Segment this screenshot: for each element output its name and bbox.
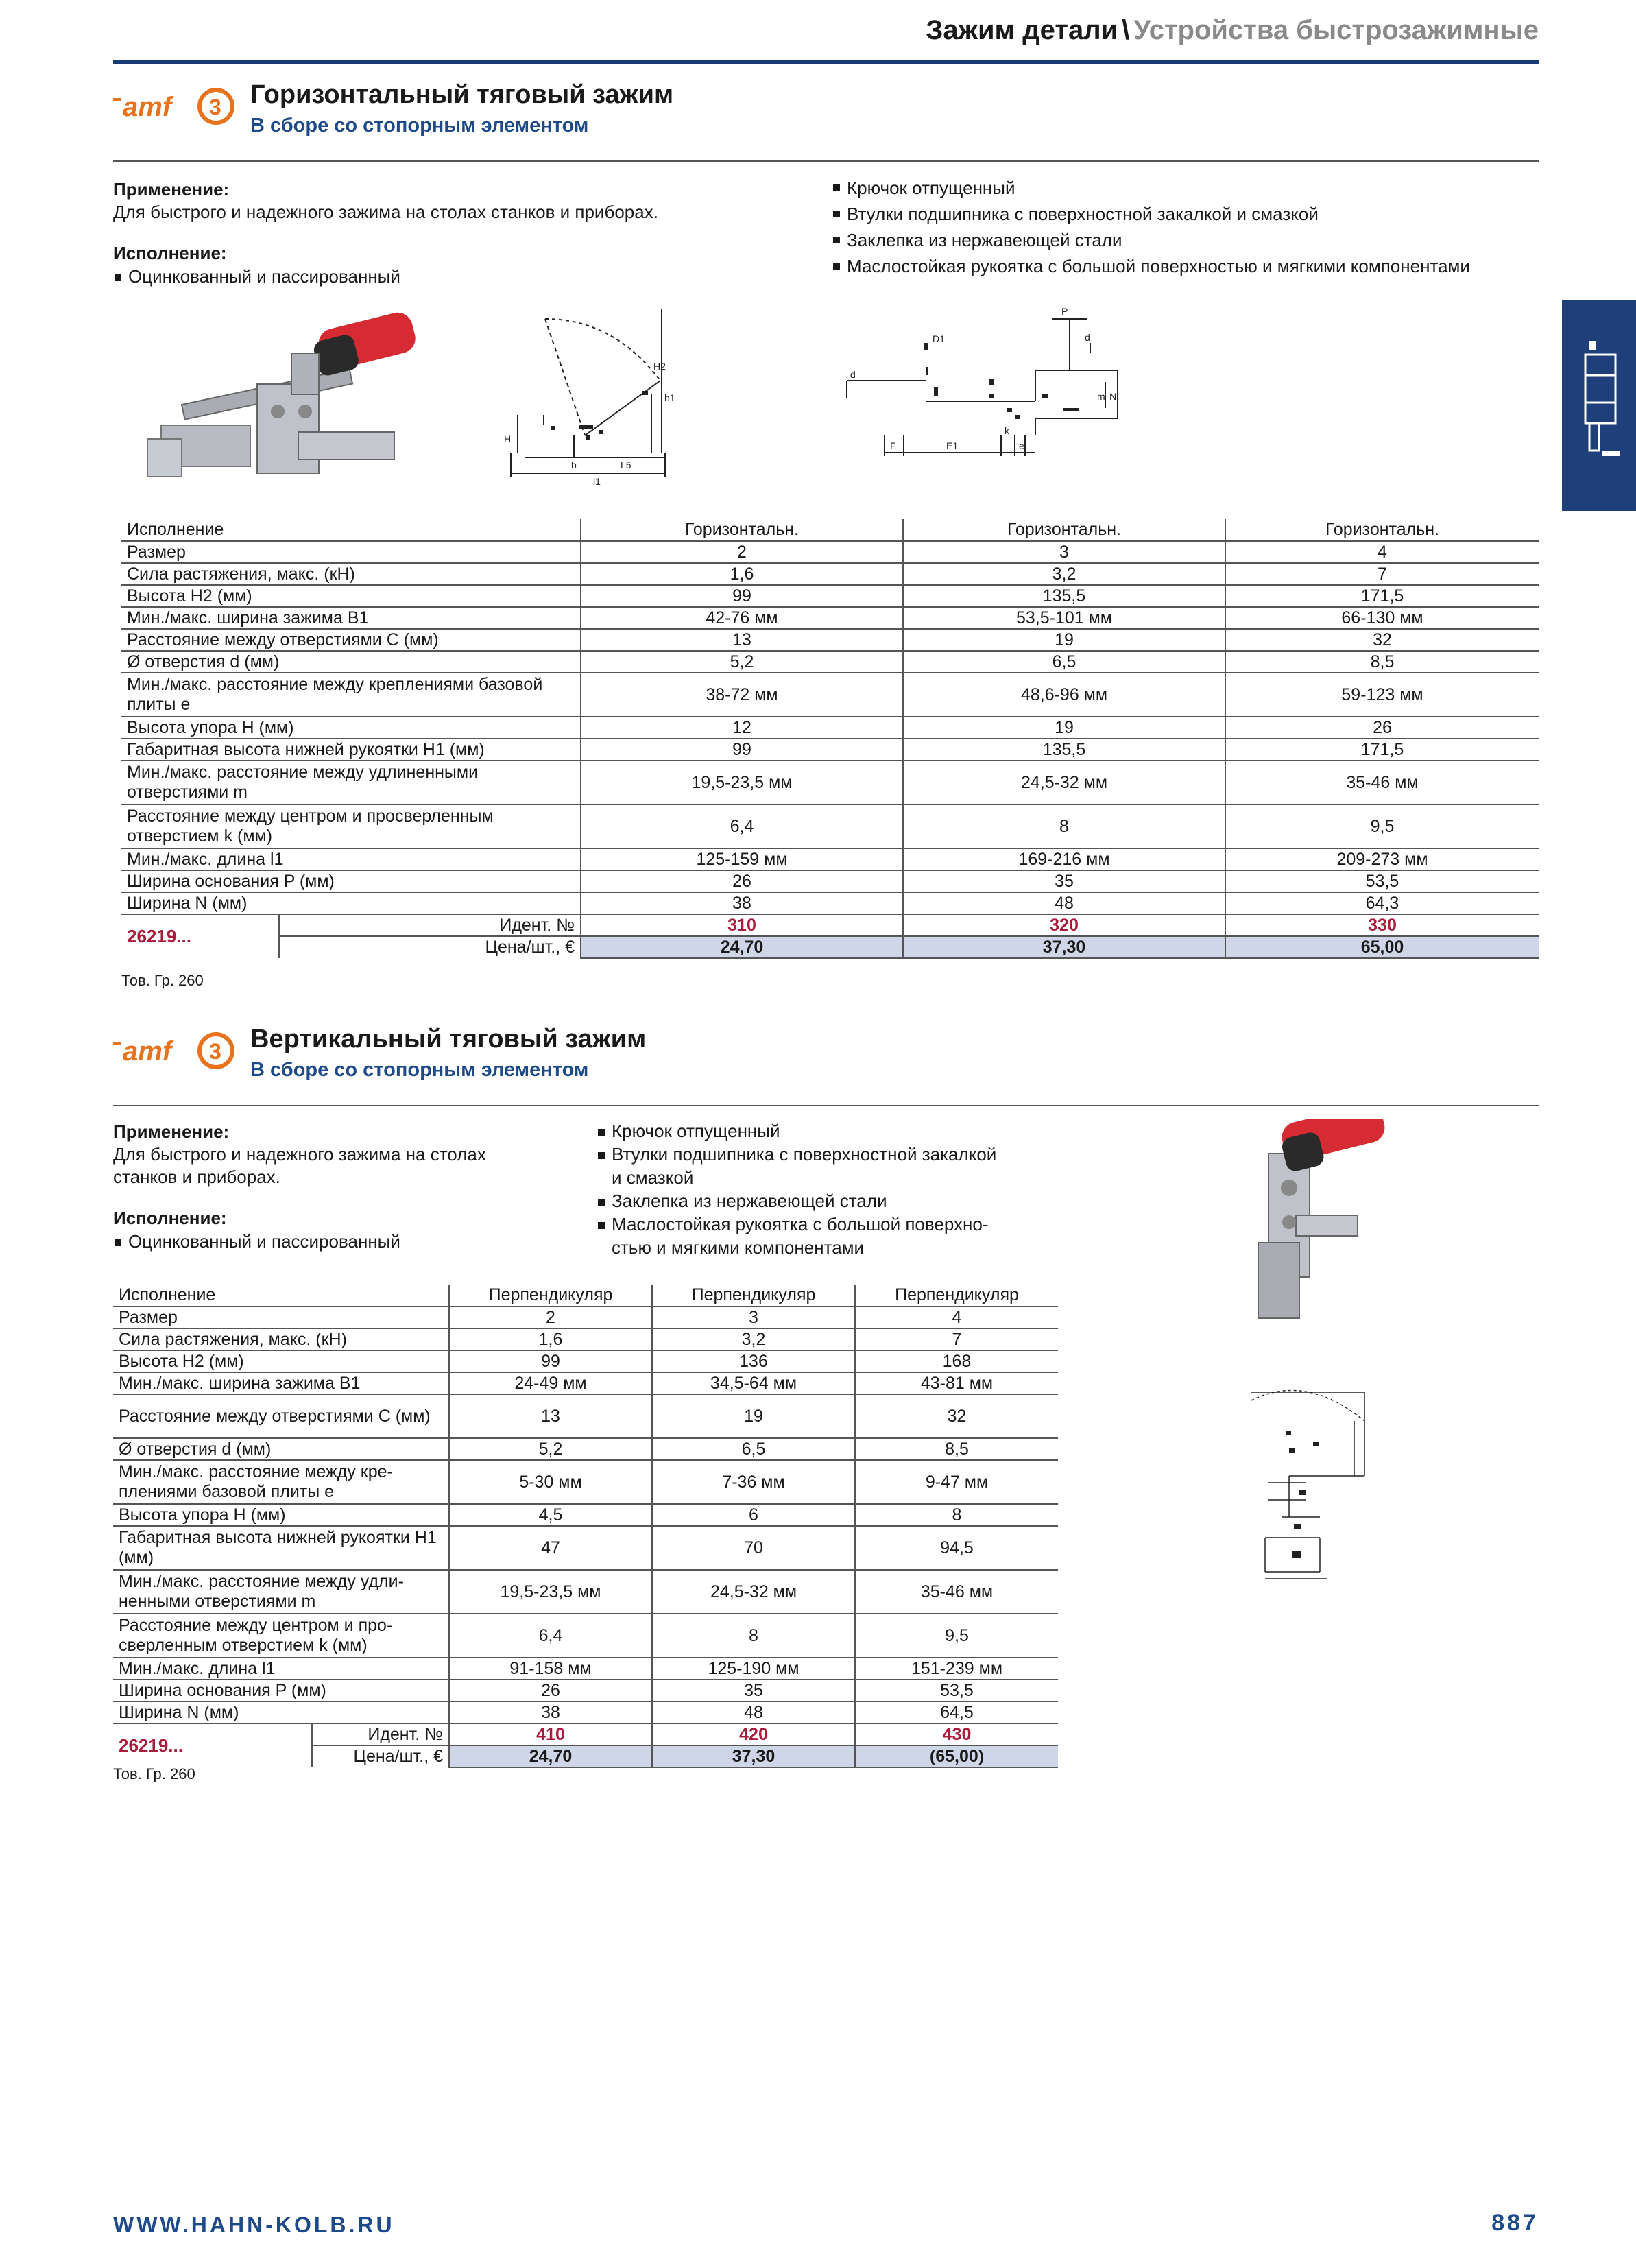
row-label: Мин./макс. длина l1 <box>113 1658 449 1680</box>
row-label: Мин./макс. ширина зажима B1 <box>113 1372 449 1394</box>
table-cell: 64,3 <box>1225 892 1539 914</box>
table-cell: 135,5 <box>903 585 1225 607</box>
id-row <box>113 1723 1058 1745</box>
table-cell: 24,5-32 мм <box>652 1570 855 1614</box>
price-value: (65,00) <box>855 1745 1058 1767</box>
row-label: Мин./макс. расстояние между кре-плениями базовой плиты e <box>113 1460 449 1504</box>
header-title-main: Зажим детали <box>926 15 1118 45</box>
row-label: Высота упора H (мм) <box>121 717 581 739</box>
table-cell: 91-158 мм <box>449 1658 652 1680</box>
row-label: Мин./макс. расстояние между удлиненными отверстиями m <box>121 761 581 804</box>
table-cell: 99 <box>581 739 903 761</box>
price-value: 37,30 <box>652 1745 855 1767</box>
feature-item: Маслостойкая рукоятка с большой поверхностью и мягкими компонентами <box>832 253 1545 279</box>
dim-label-E1: E1 <box>946 440 959 451</box>
table-cell: 34,5-64 мм <box>652 1372 855 1394</box>
chapter-side-tab[interactable] <box>1562 300 1636 511</box>
table-cell: 171,5 <box>1225 585 1539 607</box>
table-cell: 13 <box>449 1394 652 1438</box>
section-rule <box>113 1105 1539 1106</box>
table-row <box>113 1526 1058 1570</box>
table-cell: 48,6-96 мм <box>903 673 1225 717</box>
table-cell: 6,5 <box>652 1438 855 1460</box>
table-row <box>113 1614 1058 1658</box>
table-cell: 4,5 <box>449 1504 652 1526</box>
row-label: Высота упора H (мм) <box>113 1504 449 1526</box>
section-title: Горизонтальный тяговый зажим <box>250 80 674 109</box>
id-label: Идент. № <box>279 914 581 936</box>
table-cell: 169-216 мм <box>903 848 1225 870</box>
table-cell: 43-81 мм <box>855 1372 1058 1394</box>
table-cell: 19,5-23,5 мм <box>449 1570 652 1614</box>
svg-text:3: 3 <box>209 1039 221 1064</box>
table-cell: 6,5 <box>903 651 1225 673</box>
table-cell: 8 <box>903 804 1225 848</box>
table-row <box>121 804 1539 848</box>
article-id[interactable]: 420 <box>652 1723 855 1745</box>
spec-table-vertical <box>113 1285 1058 1768</box>
table-cell: 26 <box>449 1680 652 1702</box>
row-label: Расстояние между центром и про-сверленным отверстием k (мм) <box>113 1614 449 1658</box>
section-subtitle: В сборе со стопорным элементом <box>250 115 589 136</box>
row-label: Исполнение <box>113 1285 449 1306</box>
dim-label-L5: L5 <box>621 459 631 470</box>
table-row <box>113 1350 1058 1372</box>
vertical-clamp-drawing <box>1244 1380 1382 1586</box>
dim-label-H: H <box>504 433 512 444</box>
table-cell: 9-47 мм <box>855 1460 1058 1504</box>
table-cell: 6,4 <box>581 804 903 848</box>
table-cell: 8 <box>855 1504 1058 1526</box>
dim-label-H2: H2 <box>653 361 666 372</box>
row-label: Размер <box>113 1306 449 1328</box>
table-cell: 53,5 <box>855 1680 1058 1702</box>
spec-table-horizontal <box>121 519 1539 959</box>
table-cell: 53,5 <box>1225 870 1539 892</box>
table-row <box>121 563 1539 585</box>
table-row <box>121 739 1539 761</box>
table-row <box>121 870 1539 892</box>
header-rule <box>113 60 1539 64</box>
table-row <box>121 761 1539 804</box>
table-cell: 48 <box>903 892 1225 914</box>
header-title-sub: Устройства быстрозажимные <box>1133 15 1539 45</box>
table-row <box>121 717 1539 739</box>
row-label: Мин./макс. длина l1 <box>121 848 581 870</box>
table-row <box>113 1306 1058 1328</box>
application-label: Применение: <box>113 179 230 200</box>
table-cell: 35-46 мм <box>855 1570 1058 1614</box>
table-row <box>121 607 1539 629</box>
table-row <box>121 519 1539 541</box>
table-cell: 47 <box>449 1526 652 1570</box>
table-cell: 7 <box>855 1328 1058 1350</box>
feature-item: Крючок отпущенный <box>832 175 1545 201</box>
dim-label-N: N <box>1109 391 1117 402</box>
vertical-clamp-photo <box>1231 1119 1388 1325</box>
row-label: Расстояние между отверстиями C (мм) <box>121 629 581 651</box>
table-cell: 12 <box>581 717 903 739</box>
table-cell: 13 <box>581 629 903 651</box>
table-cell: 125-159 мм <box>581 848 903 870</box>
feature-item: Втулки подшипника с поверхностной закалкой и смазкой <box>597 1143 1090 1189</box>
application-text-line1: Для быстрого и надежного зажима на столах <box>113 1144 486 1165</box>
table-cell: Горизонтальн. <box>903 519 1225 541</box>
dim-label-l1: l1 <box>593 476 601 487</box>
table-cell: 8,5 <box>1225 651 1539 673</box>
table-row <box>113 1438 1058 1460</box>
table-row <box>121 673 1539 717</box>
page-number: 887 <box>1491 2210 1539 2236</box>
product-group: Тов. Гр. 260 <box>121 972 204 989</box>
table-cell: 35 <box>652 1680 855 1702</box>
horizontal-clamp-photo <box>141 302 435 487</box>
feature-item: Заклепка из нержавеющей стали <box>832 227 1545 253</box>
execution-item: Оцинкованный и пассированный <box>113 265 799 288</box>
price-value: 24,70 <box>449 1745 652 1767</box>
table-cell: 136 <box>652 1350 855 1372</box>
row-label: Размер <box>121 541 581 563</box>
table-row <box>121 651 1539 673</box>
price-row <box>121 936 1539 958</box>
row-label: Ширина N (мм) <box>113 1702 449 1723</box>
dim-label-d-left: d <box>850 369 856 380</box>
horizontal-clamp-side-drawing <box>497 305 744 497</box>
table-cell: 38-72 мм <box>581 673 903 717</box>
table-cell: 8,5 <box>855 1438 1058 1460</box>
table-cell: 151-239 мм <box>855 1658 1058 1680</box>
table-cell: 38 <box>449 1702 652 1723</box>
table-cell: 1,6 <box>581 563 903 585</box>
feature-item: Заклепка из нержавеющей стали <box>597 1189 1090 1213</box>
table-cell: 48 <box>652 1702 855 1723</box>
table-cell: 6 <box>652 1504 855 1526</box>
table-cell: 2 <box>581 541 903 563</box>
table-cell: 8 <box>652 1614 855 1658</box>
svg-text:3: 3 <box>209 95 221 119</box>
table-cell: 19 <box>903 717 1225 739</box>
article-id[interactable]: 410 <box>449 1723 652 1745</box>
row-label: Расстояние между центром и просверленным отверстием k (мм) <box>121 804 581 848</box>
dim-label-D1: D1 <box>933 333 945 344</box>
table-row <box>113 1285 1058 1306</box>
row-label: Высота H2 (мм) <box>113 1350 449 1372</box>
table-cell: 35-46 мм <box>1225 761 1539 804</box>
row-label: Мин./макс. ширина зажима B1 <box>121 607 581 629</box>
dim-label-m: m <box>1097 391 1105 402</box>
table-cell: 3 <box>652 1306 855 1328</box>
price-value: 37,30 <box>903 936 1225 958</box>
svg-text:amf: amf <box>123 1036 172 1066</box>
id-label: Идент. № <box>312 1723 449 1745</box>
table-cell: 66-130 мм <box>1225 607 1539 629</box>
table-cell: 9,5 <box>1225 804 1539 848</box>
table-cell: 42-76 мм <box>581 607 903 629</box>
table-row <box>113 1372 1058 1394</box>
table-cell: 19 <box>652 1394 855 1438</box>
footer-website-link[interactable]: WWW.HAHN-KOLB.RU <box>113 2212 395 2237</box>
table-cell: 5,2 <box>449 1438 652 1460</box>
feature-item: Втулки подшипника с поверхностной закалкой и смазкой <box>832 201 1545 227</box>
table-row <box>121 892 1539 914</box>
table-row <box>121 848 1539 870</box>
table-cell: 32 <box>1225 629 1539 651</box>
dim-label-P: P <box>1061 306 1068 317</box>
table-cell: 99 <box>581 585 903 607</box>
table-cell: 53,5-101 мм <box>903 607 1225 629</box>
row-label: Сила растяжения, макс. (кН) <box>113 1328 449 1350</box>
table-cell: 9,5 <box>855 1614 1058 1658</box>
feature-item: Маслостойкая рукоятка с большой поверхно- стью и мягкими компонентами <box>597 1213 1090 1259</box>
article-id[interactable]: 320 <box>903 914 1225 936</box>
table-cell: 6,4 <box>449 1614 652 1658</box>
price-value: 24,70 <box>581 936 903 958</box>
table-row <box>113 1680 1058 1702</box>
table-row <box>113 1658 1058 1680</box>
horizontal-clamp-top-drawing <box>830 305 1138 463</box>
row-label: Ширина основания P (мм) <box>113 1680 449 1702</box>
article-id[interactable]: 310 <box>581 914 903 936</box>
article-id[interactable]: 430 <box>855 1723 1058 1745</box>
table-cell: 5-30 мм <box>449 1460 652 1504</box>
table-cell: 32 <box>855 1394 1058 1438</box>
table-cell: 168 <box>855 1350 1058 1372</box>
row-label: Мин./макс. расстояние между удли-ненными отверстиями m <box>113 1570 449 1614</box>
table-cell: 19 <box>903 629 1225 651</box>
section-vertical-clamp <box>113 1023 1539 1782</box>
clamp-chapter-icon <box>1562 300 1636 511</box>
table-cell: Горизонтальн. <box>581 519 903 541</box>
section-title: Вертикальный тяговый зажим <box>250 1025 647 1053</box>
table-cell: 125-190 мм <box>652 1658 855 1680</box>
table-cell: 3,2 <box>652 1328 855 1350</box>
table-cell: Горизонтальн. <box>1225 519 1539 541</box>
table-cell: 35 <box>903 870 1225 892</box>
dim-label-e: e <box>1019 440 1024 451</box>
row-label: Ширина N (мм) <box>121 892 581 914</box>
table-cell: 7-36 мм <box>652 1460 855 1504</box>
feature-list <box>832 175 1545 279</box>
table-row <box>121 541 1539 563</box>
dim-label-h1: h1 <box>664 392 675 403</box>
table-cell: 209-273 мм <box>1225 848 1539 870</box>
page-header-title <box>926 15 1539 46</box>
execution-item: Оцинкованный и пассированный <box>113 1230 593 1253</box>
table-cell: Перпендикуляр <box>652 1285 855 1306</box>
feature-item: Крючок отпущенный <box>597 1119 1090 1143</box>
table-cell: 38 <box>581 892 903 914</box>
table-cell: 1,6 <box>449 1328 652 1350</box>
table-row <box>113 1504 1058 1526</box>
table-cell: 171,5 <box>1225 739 1539 761</box>
price-label: Цена/шт., € <box>312 1745 449 1767</box>
execution-label: Исполнение: <box>113 243 227 263</box>
table-cell: 59-123 мм <box>1225 673 1539 717</box>
product-group: Тов. Гр. 260 <box>113 1765 195 1782</box>
table-cell: 3,2 <box>903 563 1225 585</box>
table-cell: 19,5-23,5 мм <box>581 761 903 804</box>
table-cell: 26 <box>581 870 903 892</box>
table-cell: Перпендикуляр <box>855 1285 1058 1306</box>
row-label: Габаритная высота нижней рукоятки H1 (мм) <box>121 739 581 761</box>
row-label: Мин./макс. расстояние между креплениями базовой плиты e <box>121 673 581 717</box>
dim-label-F: F <box>890 440 896 451</box>
section-subtitle: В сборе со стопорным элементом <box>250 1059 589 1081</box>
application-text-line2: станков и приборах. <box>113 1167 280 1187</box>
section-horizontal-clamp <box>113 79 1539 989</box>
id-row <box>121 914 1539 936</box>
application-text: Для быстрого и надежного зажима на столах станков и приборах. <box>113 202 658 222</box>
table-cell: 7 <box>1225 563 1539 585</box>
section-rule <box>113 160 1539 162</box>
table-row <box>113 1328 1058 1350</box>
table-cell: 99 <box>449 1350 652 1372</box>
table-cell: 64,5 <box>855 1702 1058 1723</box>
row-label: Исполнение <box>121 519 581 541</box>
table-row <box>113 1570 1058 1614</box>
table-cell: 4 <box>1225 541 1539 563</box>
table-cell: 2 <box>449 1306 652 1328</box>
table-cell: 135,5 <box>903 739 1225 761</box>
article-number: 26219... <box>119 1735 183 1756</box>
price-value: 65,00 <box>1225 936 1539 958</box>
amf-logo <box>113 1030 237 1071</box>
row-label: Расстояние между отверстиями C (мм) <box>113 1394 449 1438</box>
row-label: Ø отверстия d (мм) <box>121 651 581 673</box>
table-row <box>113 1394 1058 1438</box>
application-label: Применение: <box>113 1121 230 1142</box>
feature-list <box>597 1119 1090 1259</box>
amf-logo <box>113 86 237 127</box>
row-label: Ø отверстия d (мм) <box>113 1438 449 1460</box>
header-separator: \ <box>1122 15 1130 45</box>
table-row <box>113 1460 1058 1504</box>
table-cell: 4 <box>855 1306 1058 1328</box>
table-cell: 24,5-32 мм <box>903 761 1225 804</box>
table-cell: Перпендикуляр <box>449 1285 652 1306</box>
row-label: Сила растяжения, макс. (кН) <box>121 563 581 585</box>
table-cell: 24-49 мм <box>449 1372 652 1394</box>
table-row <box>121 629 1539 651</box>
table-cell: 26 <box>1225 717 1539 739</box>
price-label: Цена/шт., € <box>279 936 581 958</box>
table-cell: 94,5 <box>855 1526 1058 1570</box>
article-id[interactable]: 330 <box>1225 914 1539 936</box>
dim-label-k: k <box>1005 425 1009 436</box>
table-row <box>113 1702 1058 1723</box>
svg-text:amf: amf <box>123 92 172 122</box>
row-label: Ширина основания P (мм) <box>121 870 581 892</box>
execution-label: Исполнение: <box>113 1208 227 1228</box>
dim-label-d-top: d <box>1085 332 1090 343</box>
table-cell: 70 <box>652 1526 855 1570</box>
row-label: Габаритная высота нижней рукоятки H1 (мм) <box>113 1526 449 1570</box>
row-label: Высота H2 (мм) <box>121 585 581 607</box>
table-cell: 5,2 <box>581 651 903 673</box>
table-row <box>121 585 1539 607</box>
article-number: 26219... <box>127 926 191 946</box>
table-cell: 3 <box>903 541 1225 563</box>
dim-label-b: b <box>571 459 577 470</box>
